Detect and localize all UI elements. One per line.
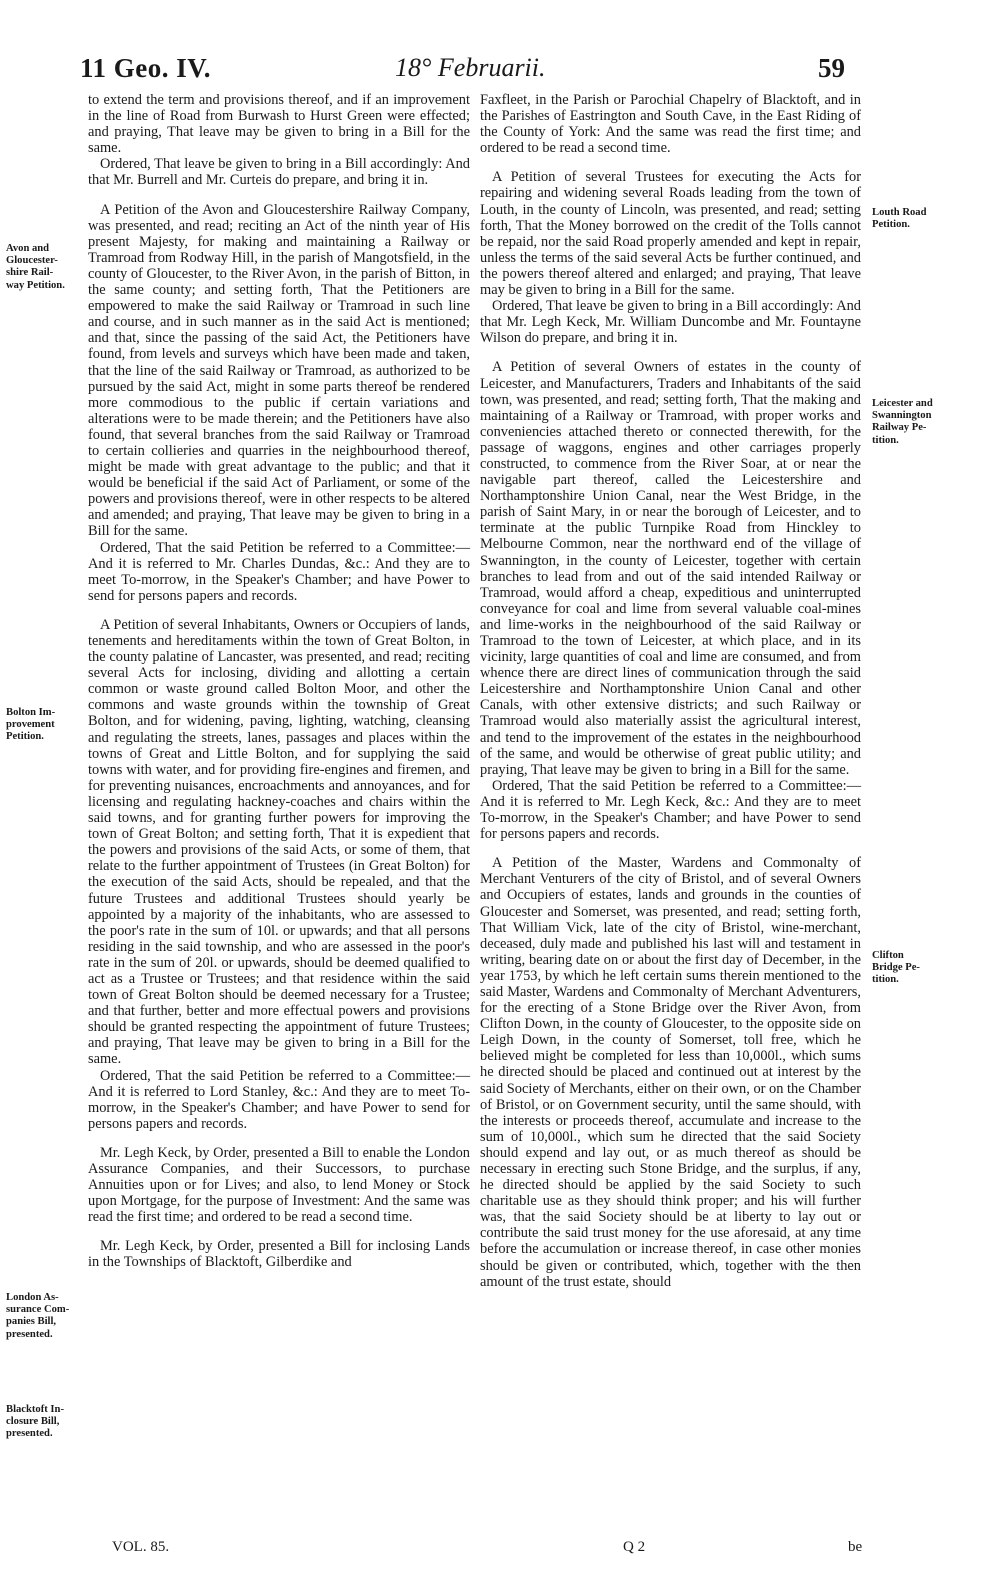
paragraph: Ordered, That leave be given to bring in a Bill accordingly: And that Mr. Burrell and Mr. Curteis do prepare, and bring it in. [88, 156, 470, 189]
side-note-line: Petition. [6, 731, 44, 743]
side-note-line: tition. [872, 974, 899, 986]
side-note-avon-railway [6, 243, 65, 292]
side-note-clifton-bridge [872, 950, 920, 987]
side-note-line: Leicester and [872, 398, 933, 409]
catchword: be [848, 1539, 863, 1555]
side-note-line: Bolton Im- [6, 707, 56, 718]
side-note-blacktoft-inclosure [6, 1404, 64, 1441]
side-note-line: provement [6, 719, 55, 731]
signature-mark: Q 2 [623, 1539, 646, 1555]
paragraph: Ordered, That the said Petition be referred to a Committee:—And it is referred to Mr. Legh Keck, &c.: And they are to meet To-morrow, in the Speaker's Chamber; and have Power to send for persons papers and records. [480, 777, 861, 843]
right-text-column [480, 92, 861, 1290]
side-note-line: Blacktoft In- [6, 1404, 64, 1415]
volume-number: VOL. 85. [112, 1539, 170, 1555]
side-note-line: Louth Road [872, 207, 927, 218]
side-note-line: shire Rail- [6, 267, 54, 279]
paragraph: Ordered, That the said Petition be referred to a Committee:—And it is referred to Lord Stanley, &c.: And they are to meet To-morrow, in the Speaker's Chamber; and have Power to send for persons papers and records. [88, 1067, 470, 1132]
paragraph: Mr. Legh Keck, by Order, presented a Bill for inclosing Lands in the Townships of Blacktoft, Gilberdike and [88, 1238, 470, 1271]
side-note-line: way Petition. [6, 279, 65, 291]
paragraph: A Petition of the Avon and Gloucestershire Railway Company, was presented, and read; reciting an Act of the ninth year of His present Majesty, for making and maintaining a Railway or Tramroad from Rodway Hill, in the parish of Mangotsfield, in the county of Gloucester, to the River Avon, in the parish of Bitton, in the same county; and setting forth, That the Petitioners are empowered to make the said Railway or Tramroad in such line and course, and in such manner as in the said Act is mentioned; and that, since the passing of the said Act, the Petitioners have found, from levels and surveys which have been made and taken, that the line of the said Railway or Tramroad, as authorized to be pursued by the said Act, might in some parts thereof be rendered more commodious to the public if certain variations and alterations were to be made therein; and the Petitioners have also found, that several branches from the said Railway or Tramroad to certain collieries and quarries in the neighbourhood thereof, might be made with great advantage to the public; and that it would be beneficial if the said Act of Parliament, or some of the powers and provisions thereof, were in other respects to be altered and amended; and praying, That leave may be given to bring in a Bill for the same. [88, 201, 470, 540]
side-note-line: Gloucester- [6, 255, 58, 267]
paragraph-gap [480, 156, 861, 169]
side-note-london-assurance [6, 1292, 69, 1341]
paragraph: to extend the term and provisions thereof, and if an improvement in the line of Road from Burwash to Hurst Green were effected; and praying, That leave may be given to bring in a Bill for the same. [88, 92, 470, 157]
side-note-line: London As- [6, 1292, 59, 1303]
page-number: 59 [818, 53, 845, 83]
running-head-regnal-year: 11 Geo. IV. [80, 53, 212, 83]
side-note-line: Avon and [6, 243, 50, 254]
side-note-line: tition. [872, 434, 899, 446]
side-note-line: Bridge Pe- [872, 962, 920, 974]
paragraph-gap [88, 604, 470, 617]
paragraph: A Petition of several Inhabitants, Owners or Occupiers of lands, tenements and hereditaments within the town of Great Bolton, in the county palatine of Lancaster, was presented, and read; reciting several Acts for inclosing, dividing and allotting a certain common or waste ground called Bolton Moor, and other the commons and waste grounds within the township of Great Bolton, and for widening, paving, lighting, watching, cleansing and regulating the streets, lanes, passages and places within the towns of Great and Little Bolton, and for supplying the said towns with water, and for providing fire-engines and firemen, and for preventing nuisances, encroachments and annoyances, and for licensing and regulating hackney-coaches and chairs within the said towns, and for granting further powers for improving the town of Great Bolton; and setting forth, That it is expedient that the powers and provisions of the said Acts, or some of them, that relate to the further appointment of Trustees (in Great Bolton) for the execution of the said Acts, should be repealed, and that the future Trustees and additional Trustees should yearly be appointed by a majority of the inhabitants, who are assessed to the poor's rate in the sum of 10l. or upwards; and that all persons residing in the said township, and who are assessed in the poor's rate in the sum of 20l. or upwards, should be deemed qualified to act as a Trustee or Trustees; and that residence within the said town of Great Bolton should be deemed necessary for a Trustee; and that further, better and more effectual powers and provisions should be granted respecting the appointment of future Trustees; and praying, That leave may be given to bring in a Bill for the same. [88, 616, 470, 1068]
side-note-bolton-improvement [6, 707, 55, 744]
paragraph: A Petition of the Master, Wardens and Commonalty of Merchant Venturers of the city of Bristol, and of several Owners and Occupiers of estates, lands and grounds in the counties of Gloucester and Somerset, was presented, and read; setting forth, That William Vick, late of the city of Bristol, wine-merchant, deceased, duly made and published his last will and testament in writing, bearing date on or about the first day of December, in the year 1753, by which he left certain sums therein mentioned to the said Master, Wardens and Commonalty of Merchant Adventurers, for the erecting of a Stone Bridge over the River Avon, from Clifton Down, in the county of Gloucester, to the opposite side on Leigh Down, in the county of Somerset, toll free, which he believed might be completed for less than 10,000l., which sums he directed should be placed and continued out at interest by the said Society of Merchants, either on their own, or on the Chamber of Bristol, or on Government security, until the same should, with the interests or proceeds thereof, accumulate and increase to the sum of 10,000l., which sum he directed that the said Society should expend and lay out, or as much thereof as should be necessary in erecting such Stone Bridge, and the surplus, if any, he directed should be applied by the said Society to such charitable use as they should think proper; and his will further was, that the said Society should be at liberty to lay out or contribute the said trust money for the use aforesaid, at any time before the accumulation or increase thereof, in case other monies should be given or contributed, which, together with the then amount of the trust estate, should [480, 855, 861, 1290]
side-note-line: Clifton [872, 950, 904, 961]
side-note-line: closure Bill, [6, 1416, 60, 1428]
paragraph-gap [480, 842, 861, 855]
paragraph: Faxfleet, in the Parish or Parochial Chapelry of Blacktoft, and in the Parishes of Eastrington and South Cave, in the East Riding of the County of York: And the same was read the first time; and ordered to be read a second time. [480, 92, 861, 157]
side-note-leicester-swannington [872, 398, 933, 447]
side-note-line: Railway Pe- [872, 422, 927, 434]
paragraph-gap [88, 1225, 470, 1238]
paragraph: A Petition of several Trustees for executing the Acts for repairing and widening several Roads leading from the town of Louth, in the county of Lincoln, was presented, and read; setting forth, That the Money borrowed on the credit of the Tolls cannot be repaid, nor the said Road properly amended and kept in repair, unless the terms of the said several Acts be further continued, and the powers thereof altered and enlarged; and praying, That leave may be given to bring in a Bill for the same. [480, 169, 861, 299]
paragraph: Ordered, That leave be given to bring in a Bill accordingly: And that Mr. Legh Keck, Mr. William Duncombe and Mr. Fountayne Wilson do prepare, and bring it in. [480, 298, 861, 347]
side-note-line: presented. [6, 1428, 53, 1440]
side-note-louth-road [872, 207, 926, 231]
paragraph-gap [480, 346, 861, 359]
side-note-line: panies Bill, [6, 1316, 57, 1328]
paragraph-gap [88, 1132, 470, 1145]
side-note-line: presented. [6, 1328, 53, 1340]
left-text-column [88, 92, 470, 1271]
side-note-line: surance Com- [6, 1304, 70, 1316]
paragraph: Mr. Legh Keck, by Order, presented a Bill to enable the London Assurance Companies, and their Successors, to purchase Annuities upon or for Lives; and also, to lend Money or Stock upon Mortgage, for the purpose of Investment: And the same was read the first time; and ordered to be read a second time. [88, 1144, 470, 1226]
paragraph-gap [88, 189, 470, 202]
paragraph: Ordered, That the said Petition be referred to a Committee:—And it is referred to Mr. Charles Dundas, &c.: And they are to meet To-morrow, in the Speaker's Chamber; and have Power to send for persons papers and records. [88, 539, 470, 604]
side-note-line: Swannington [872, 410, 932, 422]
paragraph: A Petition of several Owners of estates in the county of Leicester, and Manufacturers, Traders and Inhabitants of the said town, was presented, and read; setting forth, That the making and maintaining of a Railway or Tramroad, with proper works and conveniencies attached thereto or connected therewith, for the passage of waggons, engines and other carriages properly constructed, to commence from the River Soar, at or near the navigable part thereof, called the Leicestershire and Northamptonshire Union Canal, near the West Bridge, in the parish of Saint Mary, in or near the borough of Leicester, and to terminate at the public Turnpike Road from Hinckley to Melbourne Common, near the northward end of the village of Swannington, in the county of Leicester, together with certain branches to lead from and out of the said intended Railway or Tramroad, would afford a cheap, expeditious and uninterrupted conveyance for coal and lime from several valuable coal-mines and lime-works in the neighbourhood of the said Railway or Tramroad to the town of Leicester, at which place, and in its vicinity, large quantities of coal and lime are consumed, and from whence there are direct lines of communication through the said Leicestershire and Northamptonshire Union Canal and other Canals, with other extensive districts; and such Railway or Tramroad would also materially assist the agricultural interest, and tend to the improvement of the estates in the neighbourhood of the same, and would be otherwise of great public utility; and praying, That leave may be given to bring in a Bill for the same. [480, 359, 861, 778]
side-note-line: Petition. [872, 219, 910, 231]
running-head-date: 18° Februarii. [395, 53, 546, 82]
